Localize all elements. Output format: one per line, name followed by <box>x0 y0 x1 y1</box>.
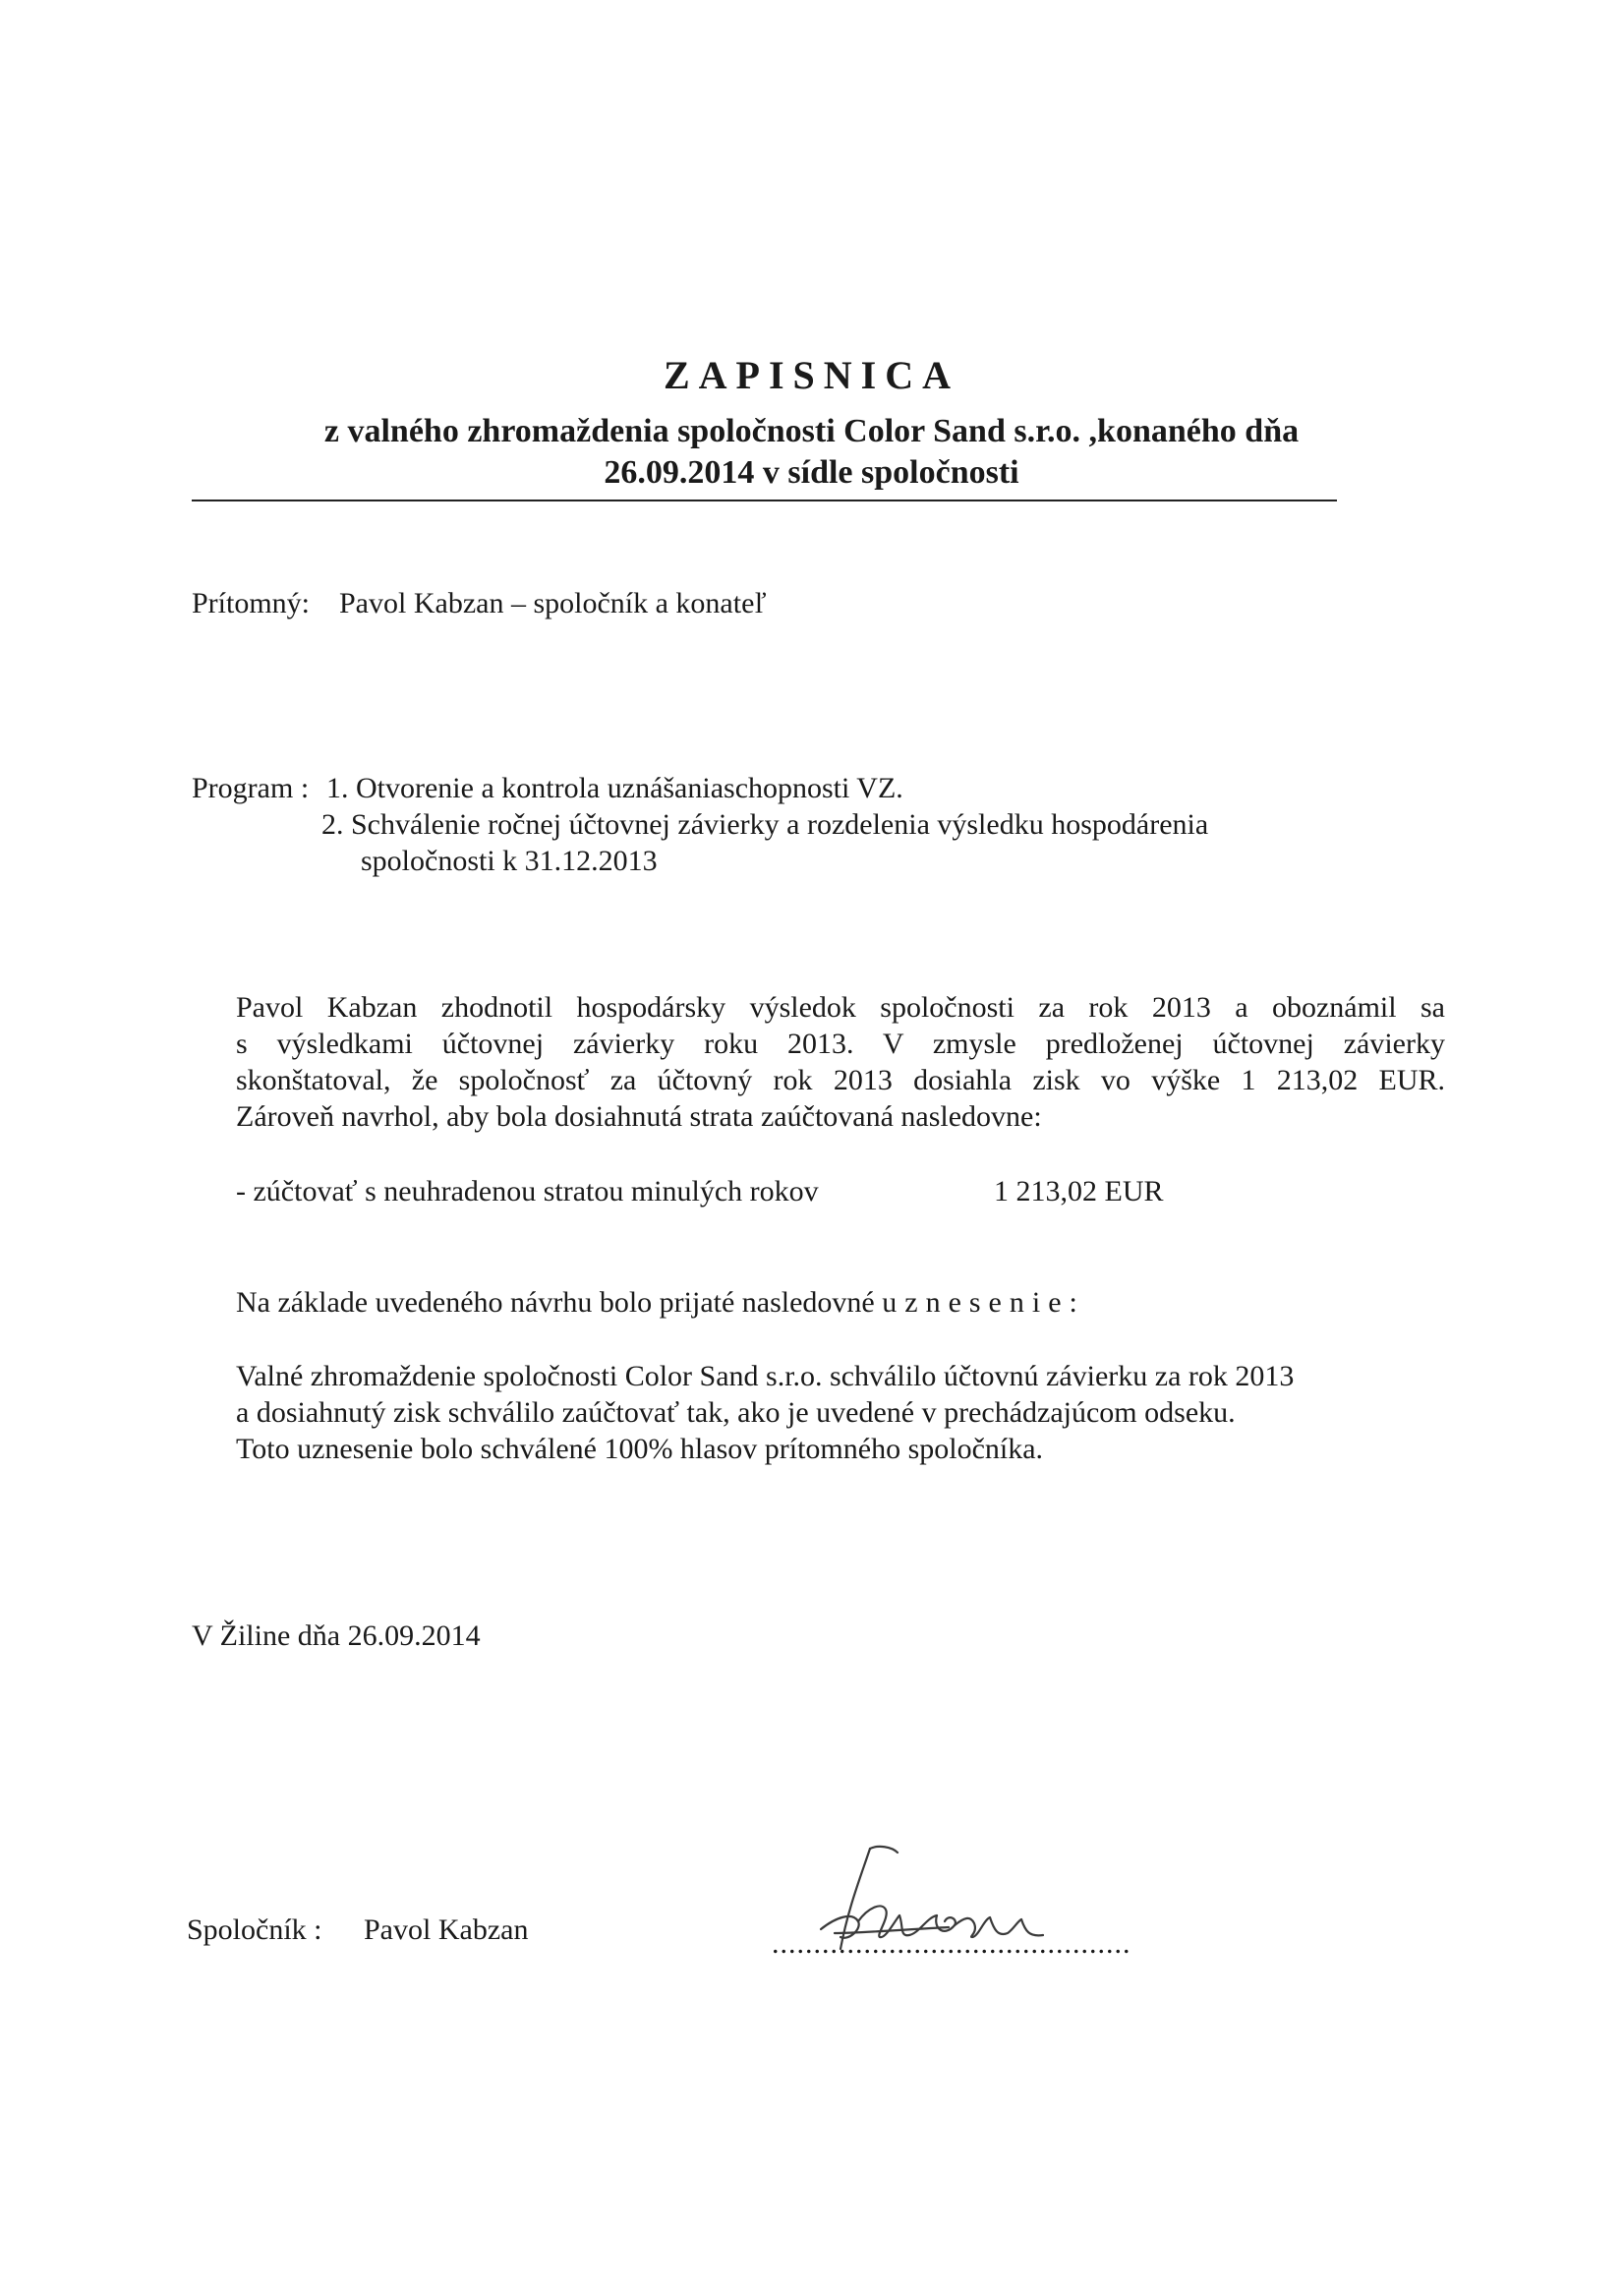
header-divider <box>192 500 1337 501</box>
attendance-value: Pavol Kabzan – spoločník a konateľ <box>339 587 767 619</box>
assessment-line1: Pavol Kabzan zhodnotil hospodársky výsledok spoločnosti za rok 2013 a oboznámil sa <box>236 991 1445 1024</box>
allocation-label: - zúčtovať s neuhradenou stratou minulých rokov <box>236 1175 819 1207</box>
document-subtitle-line2: 26.09.2014 v sídle spoločnosti <box>604 454 1019 491</box>
signatory-label: Spoločník : <box>187 1913 322 1946</box>
attendance-label: Prítomný: <box>192 587 311 619</box>
handwritten-signature-icon <box>801 1839 1057 1967</box>
signature-line: ........................................... <box>772 1927 1131 1960</box>
document-title: ZAPISNICA <box>663 353 960 397</box>
assessment-line2: s výsledkami účtovnej závierky roku 2013. V zmysle predloženej účtovnej závierky <box>236 1028 1445 1060</box>
resolution-line3: Toto uznesenie bolo schválené 100% hlasov prítomného spoločníka. <box>236 1433 1044 1465</box>
resolution-keyword: uznesenie: <box>882 1286 1085 1319</box>
resolution-line2: a dosiahnutý zisk schválilo zaúčtovať tak, ako je uvedené v prechádzajúcom odseku. <box>236 1396 1236 1429</box>
program-label: Program : <box>192 772 310 804</box>
signatory-name: Pavol Kabzan <box>364 1913 529 1946</box>
place-date: V Žiline dňa 26.09.2014 <box>192 1619 481 1652</box>
assessment-line4: Zároveň navrhol, aby bola dosiahnutá strata zaúčtovaná nasledovne: <box>236 1100 1042 1133</box>
resolution-line1: Valné zhromaždenie spoločnosti Color Sand s.r.o. schválilo účtovnú závierku za rok 2013 <box>236 1360 1295 1392</box>
document-subtitle-line1: z valného zhromaždenia spoločnosti Color Sand s.r.o. ,konaného dňa <box>323 413 1300 449</box>
assessment-line3: skonštatoval, že spoločnosť za účtovný rok 2013 dosiahla zisk vo výške 1 213,02 EUR. <box>236 1064 1445 1096</box>
program-item-1: 1. Otvorenie a kontrola uznášaniaschopnosti VZ. <box>326 772 903 804</box>
program-item-2-line1: 2. Schválenie ročnej účtovnej závierky a rozdelenia výsledku hospodárenia <box>321 808 1209 841</box>
resolution-intro <box>236 1286 1085 1320</box>
resolution-intro-text: Na základe uvedeného návrhu bolo prijaté nasledovné <box>236 1286 875 1319</box>
program-item-2-line2: spoločnosti k 31.12.2013 <box>361 845 658 877</box>
allocation-amount: 1 213,02 EUR <box>994 1175 1164 1207</box>
